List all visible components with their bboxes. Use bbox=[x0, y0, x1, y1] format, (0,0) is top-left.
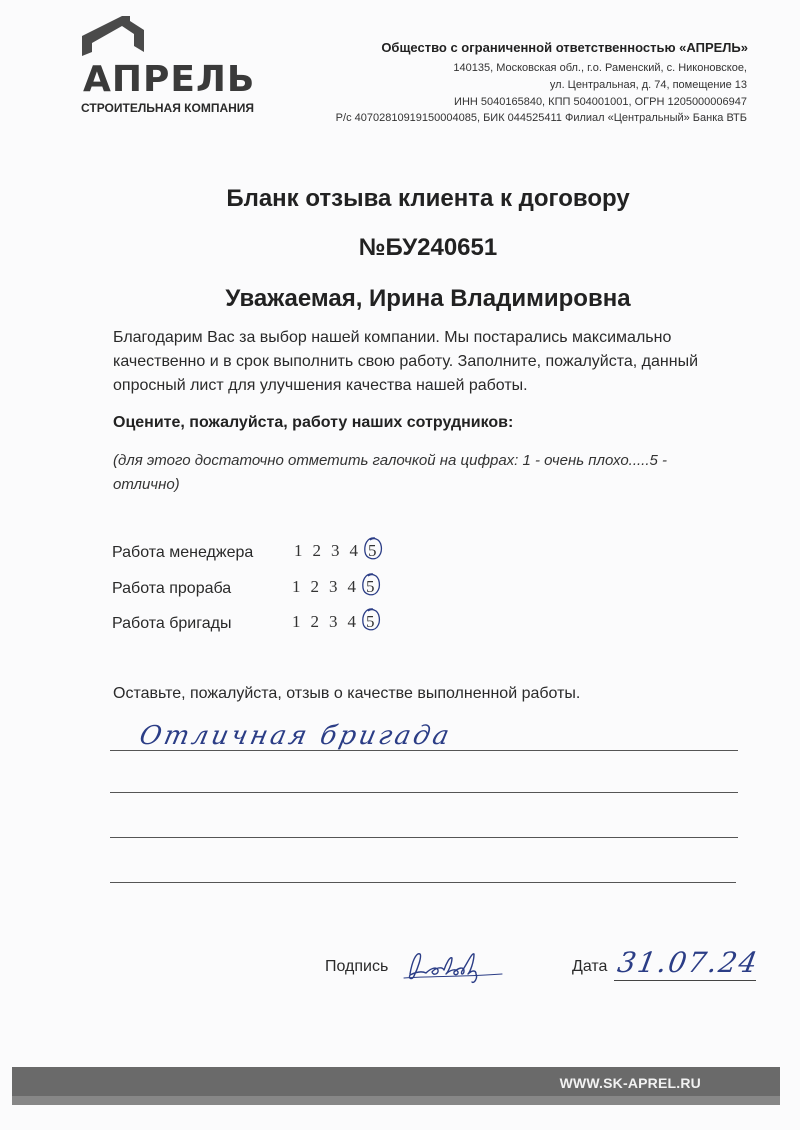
logo-name: АПРЕЛЬ bbox=[83, 59, 256, 100]
review-line bbox=[110, 750, 738, 751]
date-line bbox=[614, 980, 756, 981]
selected-circle-icon bbox=[363, 536, 383, 562]
selected-circle-icon bbox=[361, 607, 381, 633]
scale-4[interactable]: 4 bbox=[347, 577, 356, 596]
date-label: Дата bbox=[572, 958, 608, 975]
selected-circle-icon bbox=[361, 572, 381, 598]
scale-1[interactable]: 1 bbox=[292, 612, 301, 631]
review-line bbox=[110, 792, 738, 793]
logo-subtitle: СТРОИТЕЛЬНАЯ КОМПАНИЯ bbox=[81, 101, 255, 115]
scale-5[interactable]: 5 bbox=[366, 577, 375, 596]
contract-number: №БУ240651 bbox=[358, 234, 498, 261]
scale-4[interactable]: 4 bbox=[347, 612, 356, 631]
scale-2[interactable]: 2 bbox=[312, 541, 321, 560]
scale-1[interactable]: 1 bbox=[292, 577, 301, 596]
rating-label: Работа прораба bbox=[112, 580, 232, 597]
scale-2[interactable]: 2 bbox=[310, 577, 319, 596]
intro-paragraph: Благодарим Вас за выбор нашей компании. Мы постарались максимально качественно и в срок выполнить свою работу. Заполните, пожалуйста, данный опросный лист для улучшения качества нашей работы. bbox=[113, 329, 699, 394]
date-value[interactable]: 31.07.24 bbox=[615, 946, 762, 979]
review-text[interactable]: Отличная бригада bbox=[136, 721, 455, 751]
rating-label: Работа бригады bbox=[112, 615, 232, 632]
company-name: Общество с ограниченной ответственностью «АПРЕЛЬ» bbox=[381, 40, 748, 55]
logo-roof-icon bbox=[82, 16, 144, 56]
scale-5[interactable]: 5 bbox=[368, 541, 377, 560]
company-ids: ИНН 5040165840, КПП 504001001, ОГРН 1205000006947 bbox=[454, 96, 747, 108]
signature-icon[interactable] bbox=[402, 944, 512, 986]
footer-strip bbox=[12, 1096, 780, 1105]
scale-1[interactable]: 1 bbox=[294, 541, 303, 560]
company-bank: Р/с 40702810919150004085, БИК 044525411 Филиал «Центральный» Банка ВТБ bbox=[335, 112, 747, 124]
scale-4[interactable]: 4 bbox=[349, 541, 358, 560]
rating-prompt: Оцените, пожалуйста, работу наших сотрудников: bbox=[113, 414, 514, 431]
form-title: Бланк отзыва клиента к договору bbox=[226, 185, 630, 212]
scale-3[interactable]: 3 bbox=[329, 612, 338, 631]
greeting: Уважаемая, Ирина Владимировна bbox=[225, 285, 631, 312]
scale-5[interactable]: 5 bbox=[366, 612, 375, 631]
company-address-line1: 140135, Московская обл., г.о. Раменский, с. Никоновское, bbox=[453, 62, 747, 74]
rating-label: Работа менеджера bbox=[112, 544, 254, 561]
scale-2[interactable]: 2 bbox=[310, 612, 319, 631]
review-line bbox=[110, 882, 736, 883]
review-line bbox=[110, 837, 738, 838]
scale-3[interactable]: 3 bbox=[331, 541, 340, 560]
rating-hint: (для этого достаточно отметить галочкой на цифрах: 1 - очень плохо.....5 - отлично) bbox=[113, 452, 668, 493]
company-address-line2: ул. Центральная, д. 74, помещение 13 bbox=[549, 79, 747, 91]
signature-label: Подпись bbox=[325, 958, 389, 975]
review-prompt: Оставьте, пожалуйста, отзыв о качестве выполненной работы. bbox=[113, 685, 581, 702]
scale-3[interactable]: 3 bbox=[329, 577, 338, 596]
footer-website[interactable]: WWW.SK-APREL.RU bbox=[559, 1075, 701, 1091]
